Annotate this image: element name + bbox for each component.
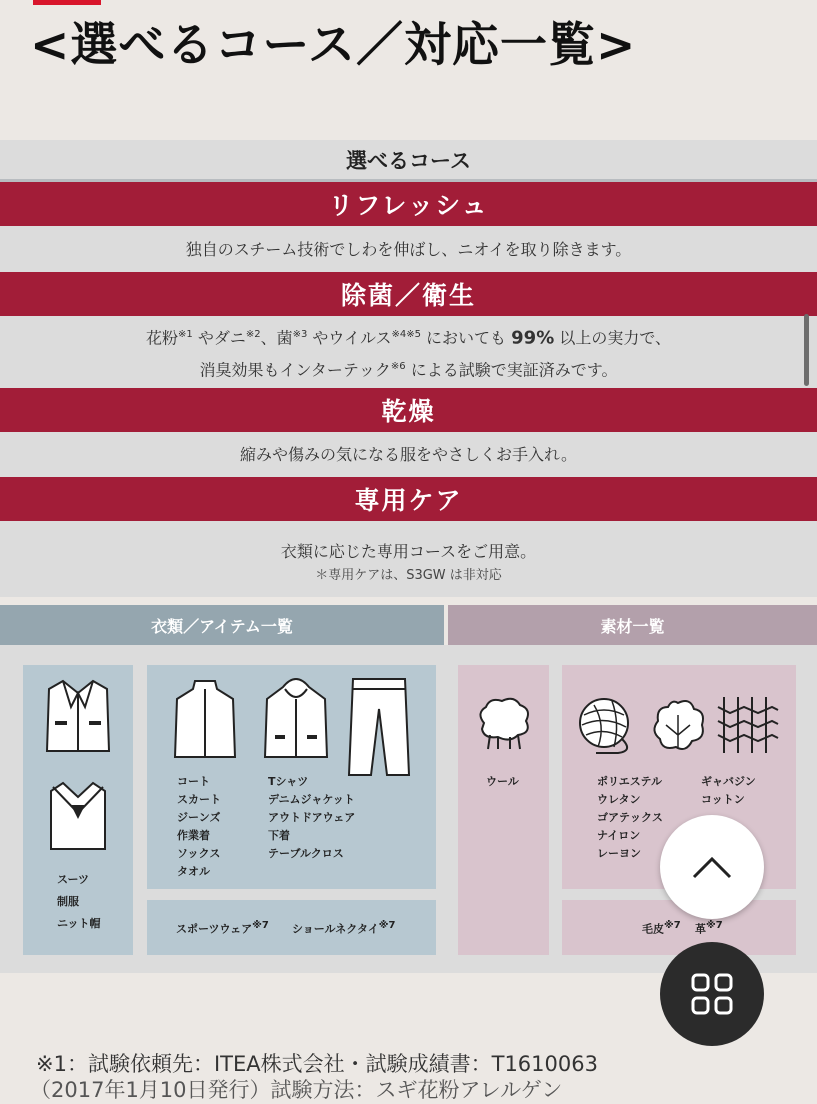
list-headers	[0, 605, 817, 645]
clothes-group2-col1: コート スカート ジーンズ 作業着 ソックス タオル	[177, 775, 221, 878]
material-special-leather: 革※7	[695, 920, 723, 936]
list-area	[0, 645, 817, 973]
clothes-group-suit	[23, 665, 133, 955]
material-group-special	[562, 900, 796, 955]
menu-grid-button[interactable]	[660, 942, 764, 1046]
clothes-group2-col2: Tシャツ デニムジャケット アウトドアウェア 下着 テーブルクロス	[268, 775, 356, 860]
course-special-care-title: 専用ケア	[0, 477, 817, 521]
page-title: <選べるコース／対応一覧>	[30, 18, 637, 73]
uniform-icon	[47, 779, 109, 853]
course-sanitize-title: 除菌／衛生	[0, 272, 817, 316]
yarn-ball-icon	[576, 695, 636, 755]
cotton-icon	[648, 695, 708, 755]
material-col2: ギャバジン コットン	[701, 775, 756, 806]
material-list-header: 素材一覧	[448, 605, 817, 645]
clothes-special-shawl-tie: ショールネクタイ※7	[292, 920, 396, 936]
coat-icon	[171, 677, 239, 761]
grid-icon	[690, 972, 734, 1016]
jeans-icon	[347, 675, 411, 779]
scroll-to-top-button[interactable]	[660, 815, 764, 919]
course-special-care-note: ＊専用ケアは、S3GW は非対応	[315, 567, 502, 583]
hoodie-icon	[261, 675, 331, 761]
sheep-icon	[472, 695, 534, 751]
scrollbar-thumb[interactable]	[804, 314, 809, 386]
clothes-group-general	[147, 665, 436, 889]
material-wool-label: ウール	[486, 775, 519, 788]
course-dry-desc: 縮みや傷みの気になる服をやさしくお手入れ。	[0, 432, 817, 477]
footnote-line2: （2017年1月10日発行）試験方法：スギ花粉アレルゲン	[30, 1078, 563, 1102]
course-refresh-title: リフレッシュ	[0, 182, 817, 226]
course-sanitize-desc-line1: 花粉$^{※1}$ やダニ$^{※2}$、菌$^{※3}$ やウイルス$^{※4※5}$ においても 99% 以上の実力で、	[145, 327, 672, 348]
course-refresh-desc	[0, 226, 817, 272]
clothes-list-header: 衣類／アイテム一覧	[0, 605, 444, 645]
material-special-fur: 毛皮※7	[642, 920, 681, 936]
material-group-wool	[458, 665, 549, 955]
footnote-line1: ※1：試験依頼先：ITEA株式会社・試験成績書：T1610063	[36, 1052, 598, 1076]
material-col1: ポリエステル ウレタン ゴアテックス ナイロン レーヨン	[597, 775, 663, 860]
course-dry-title: 乾燥	[0, 388, 817, 432]
course-refresh-desc-text: 独自のスチーム技術でしわを伸ばし、ニオイを取り除きます。	[185, 239, 632, 259]
clothes-group-special	[147, 900, 436, 955]
clothes-special-sportswear: スポーツウェア※7	[176, 920, 269, 936]
chevron-up-icon	[690, 853, 734, 881]
course-table-header: 選べるコース	[0, 140, 817, 182]
course-sanitize-desc	[0, 316, 817, 388]
top-accent-bar	[33, 0, 101, 5]
suit-jacket-icon	[43, 677, 113, 755]
course-sanitize-desc-line2: 消臭効果もインターテック$^{※6}$ による試験で実証済みです。	[199, 360, 618, 380]
course-special-care-desc: 衣類に応じた専用コースをご用意。 ＊専用ケアは、S3GW は非対応	[0, 521, 817, 597]
fabric-weave-icon	[716, 693, 780, 757]
course-table	[0, 140, 817, 597]
clothes-group1-list: スーツ 制服 ニット帽	[57, 873, 101, 930]
